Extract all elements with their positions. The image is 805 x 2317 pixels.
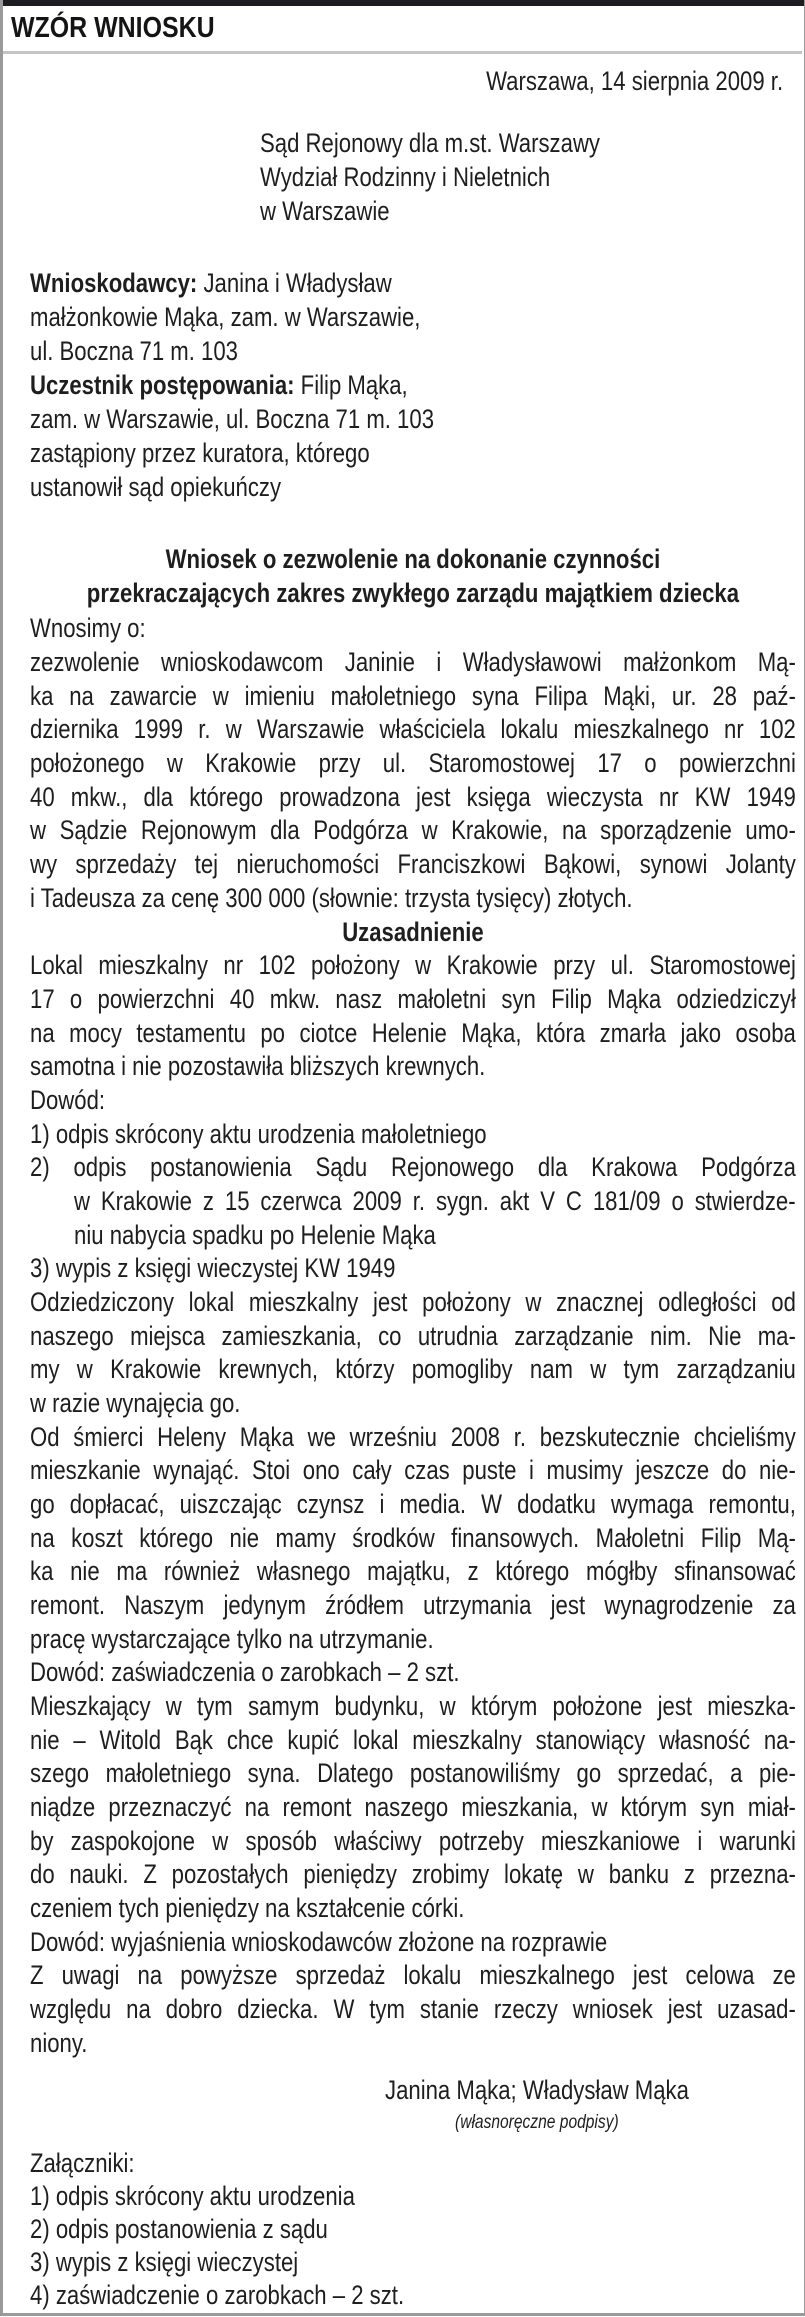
- justification-line: niądze przeznaczyć na remont naszego mieszkania, w którym syn miał-: [30, 1792, 796, 1822]
- justification-heading: Uzasadnienie: [342, 917, 484, 947]
- participant-line: [30, 368, 796, 402]
- conclusion-line: względu na dobro dziecka. W tym stanie rzeczy wniosek jest uzasad-: [30, 1994, 796, 2024]
- attachment-item: 3) wypis z księgi wieczystej: [30, 2247, 299, 2277]
- justification-line: nie – Witold Bąk chce kupić lokal mieszkalny stanowiący własność na-: [30, 1725, 796, 1755]
- justification-line: pracę wystarczające tylko na utrzymanie.: [30, 1624, 434, 1654]
- request-line: ka na zawarcie w imieniu małoletniego syna Filipa Mąki, ur. 28 paź-: [30, 681, 796, 711]
- request-line: dziernika 1999 r. w Warszawie właściciela lokalu mieszkalnego nr 102: [30, 714, 796, 744]
- request-intro: Wnosimy o:: [30, 613, 146, 643]
- conclusion-line: Z uwagi na powyższe sprzedaż lokalu mieszkalnego jest celowa ze: [30, 1960, 796, 1990]
- justification-line: samotna i nie pozostawiła bliższych krewnych.: [30, 1051, 486, 1081]
- justification-line: w razie wynajęcia go.: [30, 1388, 241, 1418]
- evidence-item-continued: w Krakowie z 15 czerwca 2009 r. sygn. akt V C 181/09 o stwierdze-: [74, 1186, 796, 1216]
- request-line: wy sprzedaży tej nieruchomości Franciszkowi Bąkowi, synowi Jolanty: [30, 849, 796, 879]
- justification-line: naszego miejsca zamieszkania, co utrudnia zarządzanie nim. Nie ma-: [30, 1321, 796, 1351]
- participant-label: Uczestnik postępowania:: [30, 370, 295, 400]
- application-title-line-2: przekraczających zakres zwykłego zarządu majątkiem dziecka: [86, 578, 740, 608]
- applicants-label: Wnioskodawcy:: [30, 268, 198, 298]
- document-header-title: WZÓR WNIOSKU: [11, 12, 215, 44]
- header-divider: [3, 51, 802, 54]
- justification-line: remont. Naszym jedynym źródłem utrzymania jest wynagrodzenie za: [30, 1590, 796, 1620]
- signature-names: Janina Mąka; Władysław Mąka: [385, 2075, 689, 2105]
- justification-line: na koszt którego nie mamy środków finansowych. Małoletni Filip Mą-: [30, 1523, 796, 1553]
- evidence-item-continued: niu nabycia spadku po Helenie Mąka: [74, 1220, 436, 1250]
- justification-line: szego małoletniego syna. Dlatego postanowiliśmy go sprzedać, a pie-: [30, 1758, 796, 1788]
- attachment-item: 2) odpis postanowienia z sądu: [30, 2214, 328, 2244]
- conclusion-line: niony.: [30, 2028, 88, 2058]
- applicants-address-2: ul. Boczna 71 m. 103: [30, 336, 238, 366]
- attachments-label: Załączniki:: [30, 2148, 135, 2178]
- justification-line: na mocy testamentu po ciotce Helenie Mąka, która zmarła jako osoba: [30, 1018, 796, 1048]
- evidence-explanations: Dowód: wyjaśnienia wnioskodawców złożone na rozprawie: [30, 1927, 608, 1957]
- court-city: w Warszawie: [260, 196, 390, 226]
- participant-address: zam. w Warszawie, ul. Boczna 71 m. 103: [30, 404, 435, 434]
- participant-note-1: zastąpiony przez kuratora, którego: [30, 438, 370, 468]
- attachment-item: 4) zaświadczenie o zarobkach – 2 szt.: [30, 2280, 405, 2310]
- justification-line: Lokal mieszkalny nr 102 położony w Krakowie przy ul. Staromostowej: [30, 950, 796, 980]
- request-line: i Tadeusza za cenę 300 000 (słownie: trzysta tysięcy) złotych.: [30, 883, 633, 913]
- date-line: Warszawa, 14 sierpnia 2009 r.: [486, 66, 784, 96]
- justification-line: do nauki. Z pozostałych pieniędzy zrobimy lokatę w banku z przezna-: [30, 1859, 796, 1889]
- participant-name: Filip Mąka,: [294, 370, 408, 400]
- justification-line: mieszkanie wynająć. Stoi ono cały czas puste i musimy jeszcze do nie-: [30, 1455, 796, 1485]
- evidence-item: 3) wypis z księgi wieczystej KW 1949: [30, 1253, 396, 1283]
- request-line: położonego w Krakowie przy ul. Staromostowej 17 o powierzchni: [30, 748, 796, 778]
- court-name: Sąd Rejonowy dla m.st. Warszawy: [260, 128, 601, 158]
- request-line: zezwolenie wnioskodawcom Janinie i Władysławowi małżonkom Mą-: [30, 647, 796, 677]
- justification-line: 17 o powierzchni 40 mkw. nasz małoletni syn Filip Mąka odziedziczył: [30, 984, 796, 1014]
- evidence-label: Dowód:: [30, 1085, 106, 1115]
- applicants-names: Janina i Władysław: [197, 268, 392, 298]
- request-line: w Sądzie Rejonowym dla Podgórza w Krakowie, na sporządzenie umo-: [30, 815, 796, 845]
- evidence-item: 2) odpis postanowienia Sądu Rejonowego dla Krakowa Podgórza: [30, 1152, 796, 1182]
- justification-line: by zaspokojone w sposób właściwy potrzeby mieszkaniowe i warunki: [30, 1826, 796, 1856]
- request-line: 40 mkw., dla którego prowadzona jest księga wieczysta nr KW 1949: [30, 782, 796, 812]
- justification-line: my w Krakowie krewnych, którzy pomogliby nam w tym zarządzaniu: [30, 1354, 796, 1384]
- court-division: Wydział Rodzinny i Nieletnich: [260, 162, 551, 192]
- application-title-line-1: Wniosek o zezwolenie na dokonanie czynności: [165, 544, 661, 574]
- attachment-item: 1) odpis skrócony aktu urodzenia: [30, 2181, 355, 2211]
- justification-line: Mieszkający w tym samym budynku, w którym położone jest mieszka-: [30, 1691, 796, 1721]
- justification-line: Odziedziczony lokal mieszkalny jest położony w znacznej odległości od: [30, 1287, 796, 1317]
- justification-line: czeniem tych pieniędzy na kształcenie córki.: [30, 1893, 465, 1923]
- participant-note-2: ustanowił sąd opiekuńczy: [30, 472, 282, 502]
- signature-note: (własnoręczne podpisy): [455, 2112, 619, 2133]
- evidence-earnings: Dowód: zaświadczenia o zarobkach – 2 szt.: [30, 1657, 460, 1687]
- justification-line: go dopłacać, uiszczając czynsz i media. W dodatku wymaga remontu,: [30, 1489, 796, 1519]
- justification-line: Od śmierci Heleny Mąka we wrześniu 2008 r. bezskutecznie chcieliśmy: [30, 1422, 796, 1452]
- evidence-item: 1) odpis skrócony aktu urodzenia małoletniego: [30, 1119, 487, 1149]
- applicants-address-1: małżonkowie Mąka, zam. w Warszawie,: [30, 302, 421, 332]
- applicants-line: [30, 266, 796, 300]
- justification-line: ka nie ma również własnego majątku, z którego mógłby sfinansować: [30, 1556, 796, 1586]
